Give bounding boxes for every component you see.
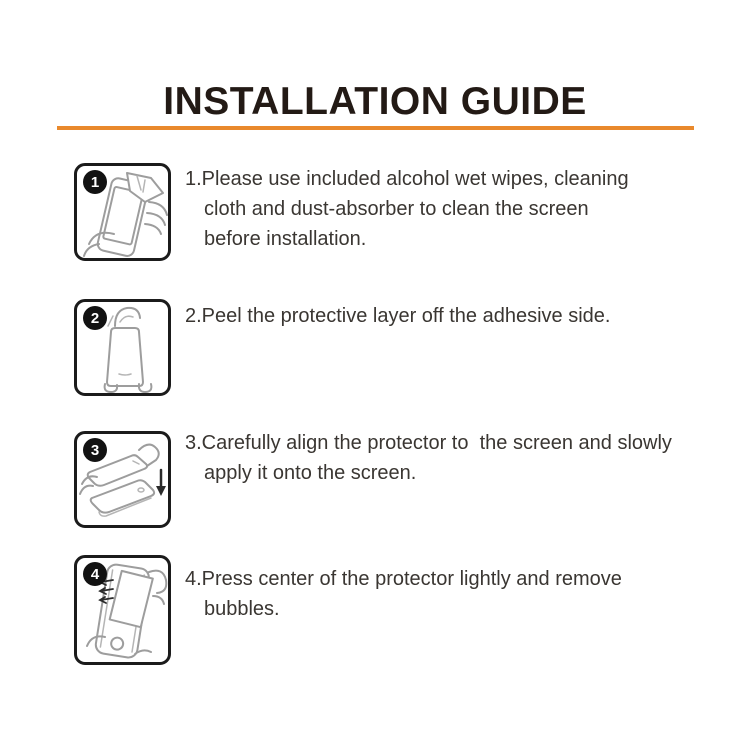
step-3-text: 3.Carefully align the protector to the screen and slowly apply it onto the screen.	[185, 432, 672, 484]
step-1-illustration-box	[74, 163, 171, 261]
page-title: INSTALLATION GUIDE	[163, 80, 587, 124]
step-number-badge: 3	[83, 438, 107, 462]
step-number-badge: 1	[83, 170, 107, 194]
step-3-illustration-box	[74, 431, 171, 528]
step-number-badge: 2	[83, 306, 107, 330]
title-divider	[57, 126, 694, 130]
step-4-illustration-box	[74, 555, 171, 665]
step-2-text: 2.Peel the protective layer off the adhesive side.	[185, 305, 611, 327]
step-number-badge: 4	[83, 562, 107, 586]
step-2-illustration-box	[74, 299, 171, 396]
step-1-text: 1.Please use included alcohol wet wipes, cleaning cloth and dust-absorber to clean the screen before installation.	[185, 168, 629, 250]
step-4-text: 4.Press center of the protector lightly and remove bubbles.	[185, 568, 622, 620]
down-arrow-icon	[156, 470, 166, 496]
